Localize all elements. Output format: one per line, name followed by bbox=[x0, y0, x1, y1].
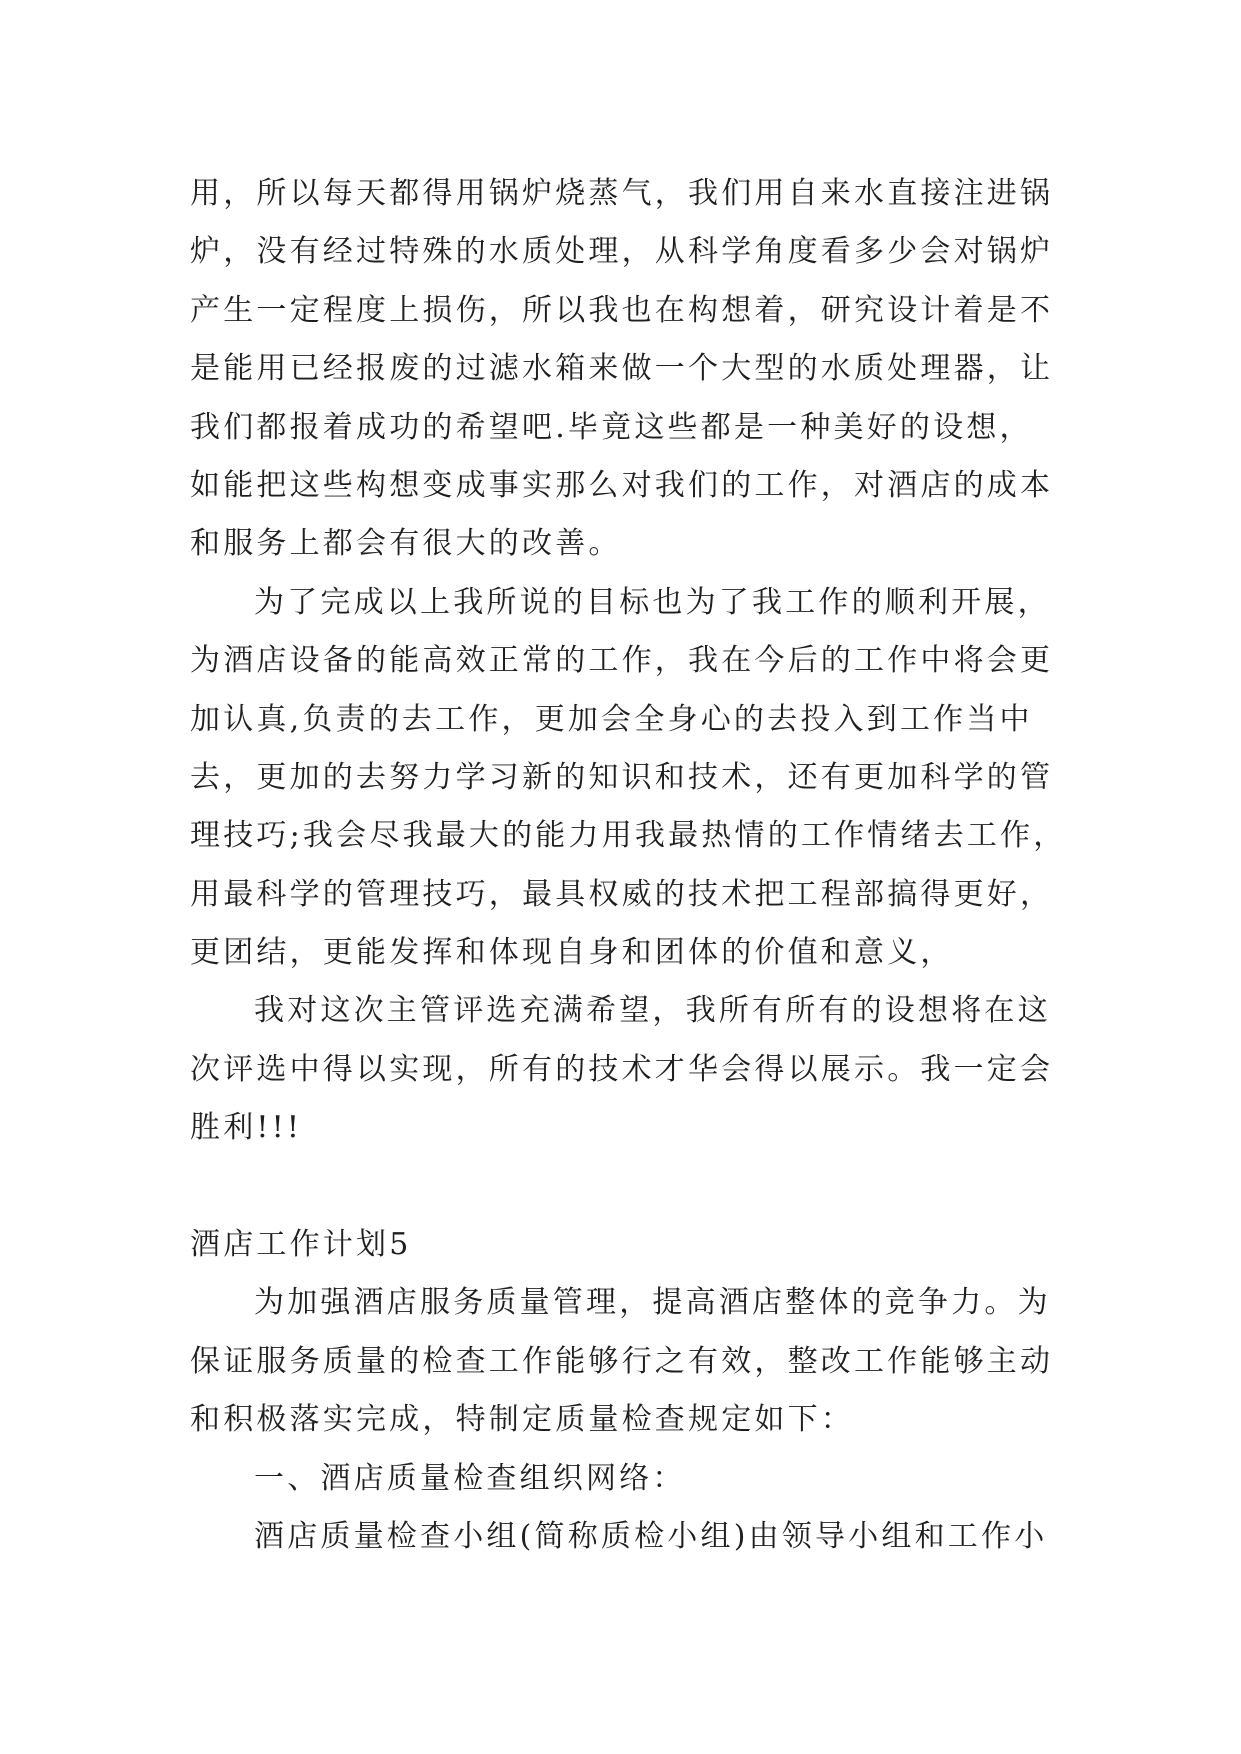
text-line: 如能把这些构想变成事实那么对我们的工作，对酒店的成本 bbox=[190, 467, 1054, 503]
text-line: 酒店质量检查小组(简称质检小组)由领导小组和工作小 bbox=[254, 1518, 1048, 1554]
text-line: 和服务上都会有很大的改善。 bbox=[190, 526, 622, 562]
document-body bbox=[190, 165, 1070, 1566]
text-line: 炉，没有经过特殊的水质处理，从科学角度看多少会对锅炉 bbox=[190, 234, 1054, 270]
text-line: 胜利!!! bbox=[190, 1110, 303, 1146]
text-line: 我们都报着成功的希望吧.毕竟这些都是一种美好的设想， bbox=[190, 409, 1033, 445]
text-line: 一、酒店质量检查组织网络： bbox=[254, 1460, 686, 1496]
text-line: 为酒店设备的能高效正常的工作，我在今后的工作中将会更 bbox=[190, 643, 1054, 679]
text-line: 产生一定程度上损伤，所以我也在构想着，研究设计着是不 bbox=[190, 292, 1054, 328]
text-line: 我对这次主管评选充满希望，我所有所有的设想将在这 bbox=[254, 993, 1051, 1029]
text-line: 为加强酒店服务质量管理，提高酒店整体的竞争力。为 bbox=[254, 1285, 1051, 1321]
section-title: 酒店工作计划5 bbox=[190, 1227, 412, 1263]
text-line: 用，所以每天都得用锅炉烧蒸气，我们用自来水直接注进锅 bbox=[190, 176, 1054, 211]
text-line: 次评选中得以实现，所有的技术才华会得以展示。我一定会 bbox=[190, 1051, 1054, 1087]
text-line: 为了完成以上我所说的目标也为了我工作的顺利开展， bbox=[254, 584, 1051, 620]
text-line: 加认真,负责的去工作，更加会全身心的去投入到工作当中 bbox=[190, 701, 1033, 737]
text-line: 理技巧;我会尽我最大的能力用我最热情的工作情绪去工作， bbox=[190, 818, 1067, 854]
text-line: 用最科学的管理技巧，最具权威的技术把工程部搞得更好， bbox=[190, 876, 1054, 912]
text-line: 保证服务质量的检查工作能够行之有效，整改工作能够主动 bbox=[190, 1343, 1054, 1379]
paragraph-gap bbox=[190, 1158, 1070, 1216]
text-line: 更团结，更能发挥和体现自身和团体的价值和意义， bbox=[190, 935, 954, 971]
text-line: 是能用已经报废的过滤水箱来做一个大型的水质处理器，让 bbox=[190, 351, 1054, 387]
text-line: 和积极落实完成，特制定质量检查规定如下： bbox=[190, 1402, 854, 1438]
text-line: 去，更加的去努力学习新的知识和技术，还有更加科学的管 bbox=[190, 759, 1054, 795]
